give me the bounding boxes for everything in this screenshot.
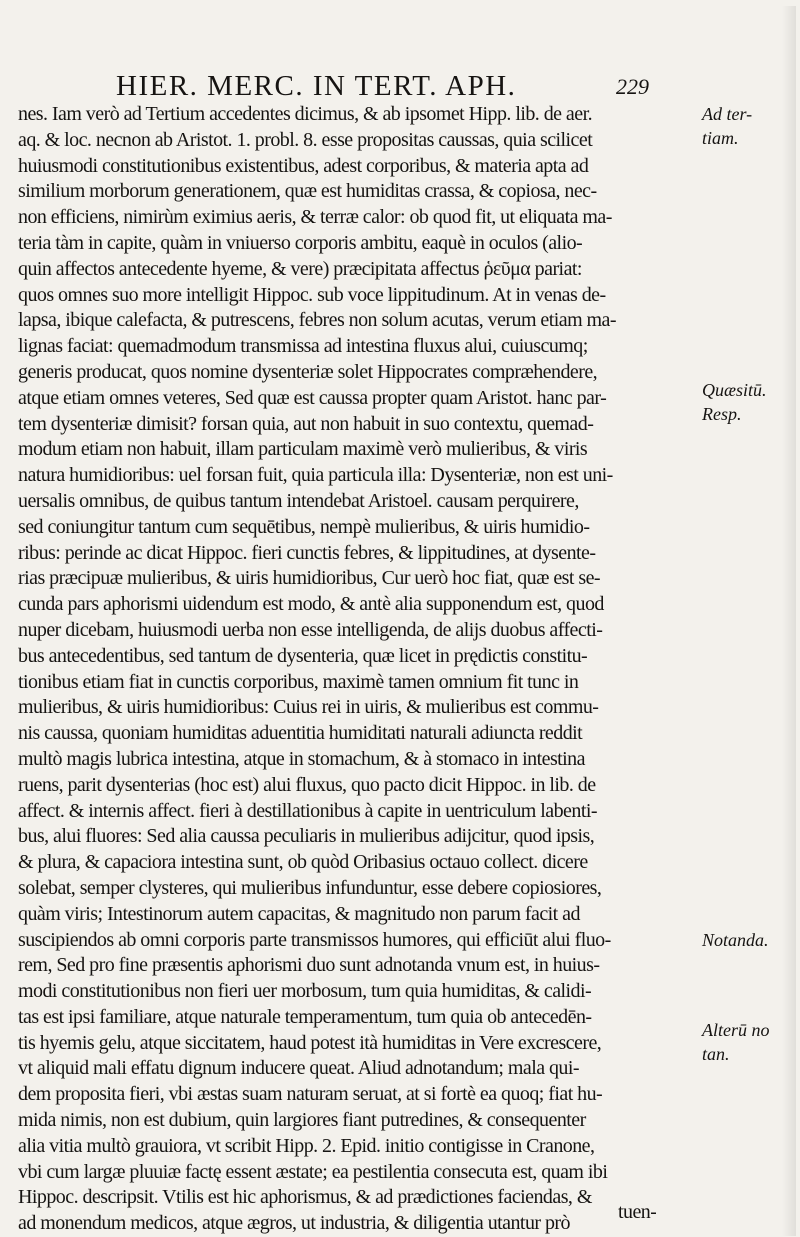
margin-note-ad-tertiam: Ad ter- tiam. [702, 104, 753, 148]
margin-note-quaesitum: Quæsitū. Resp. [702, 380, 767, 424]
text-line: tis hyemis gelu, atque siccitatem, haud potest ità humiditas in Vere excrescere, [18, 1031, 602, 1054]
text-line: solebat, semper clysteres, qui mulieribus infunduntur, esse debere copiosiores, [18, 876, 602, 899]
text-line: tionibus etiam fiat in cunctis corporibus, maximè tamen omnium fit tunc in [18, 670, 579, 693]
text-line: bus, alui fluores: Sed alia caussa peculiaris in mulieribus adijcitur, quod ipsis, [18, 825, 595, 848]
text-line: similium morborum generationem, quæ est humiditas crassa, & copiosa, nec- [18, 180, 597, 203]
text-line: lapsa, ibique calefacta, & putrescens, febres non solum acutas, verum etiam ma- [18, 309, 616, 332]
text-line: bus antecedentibus, sed tantum de dysenteria, quæ licet in prędictis constitu- [18, 644, 588, 667]
text-line: atque etiam omnes veteres, Sed quæ est caussa propter quam Aristot. hanc par- [18, 386, 607, 409]
text-line: nes. Iam verò ad Tertium accedentes dicimus, & ab ipsomet Hipp. lib. de aer. [18, 103, 593, 125]
text-line: teria tàm in capite, quàm in vniuerso corporis ambitu, eaquè in oculos (alio- [18, 231, 583, 254]
text-line: quàm viris; Intestinorum autem capacitas, & magnitudo non parum facit ad [18, 902, 580, 925]
page-edge-shadow [782, 6, 796, 1236]
text-line: modi constitutionibus non fieri uer morbosum, tum quia humiditas, & calidi- [18, 980, 592, 1003]
text-line: ribus: perinde ac dicat Hippoc. fieri cunctis febres, & lippitudines, at dysente- [18, 541, 596, 564]
text-line: vt aliquid mali effatu dignum inducere queat. Aliud adnotandum; mala qui- [18, 1057, 580, 1080]
text-line: huiusmodi constitutionibus existentibus, adest corporibus, & materia apta ad [18, 154, 589, 177]
text-line: aq. & loc. necnon ab Aristot. 1. probl. 8. esse propositas caussas, quia scilicet [18, 128, 593, 151]
text-line: dem proposita fieri, vbi æstas suam naturam seruat, at si fortè ea quoq; fiat hu- [18, 1083, 603, 1106]
text-line: uersalis omnibus, de quibus tantum intendebat Aristoel. causam perquirere, [18, 489, 579, 512]
text-line: modum etiam non habuit, illam particulam maximè verò mulieribus, & viris [18, 438, 588, 461]
text-line: tem dysenteriæ dimisit? forsan quia, aut non habuit in suo contextu, quemad- [18, 412, 594, 435]
text-line: tas est ipsi familiare, atque naturale temperamentum, tum quia ob antecedēn- [18, 1005, 592, 1028]
text-line: sed coniungitur tantum cum sequētibus, nempè mulieribus, & uiris humidio- [18, 515, 590, 538]
text-line: rem, Sed pro fine præsentis aphorismi duo sunt adnotanda vnum est, in huius- [18, 954, 600, 977]
text-line: Hippoc. descripsit. Vtilis est hic aphorismus, & ad prædictiones faciendas, & [18, 1186, 592, 1209]
running-head: HIER. MERC. IN TERT. APH. [116, 70, 517, 102]
text-line: rias præcipuæ mulieribus, & uiris humidioribus, Cur uerò hoc fiat, quæ est se- [18, 567, 601, 590]
text-line: natura humidioribus: uel forsan fuit, quia particula illa: Dysenteriæ, non est uni- [18, 464, 613, 487]
text-line: mulieribus, & uiris humidioribus: Cuius rei in uiris, & mulieribus est commu- [18, 696, 599, 719]
text-line: quin affectos antecedente hyeme, & vere) præcipitata affectus ῥεῦμα pariat: [18, 257, 582, 280]
catchword: tuen- [618, 1201, 657, 1223]
text-line: multò magis lubrica intestina, atque in stomachum, & à stomaco in intestina [18, 747, 585, 770]
text-line: alia vitia multò grauiora, vt scribit Hipp. 2. Epid. initio contigisse in Cranone, [18, 1134, 595, 1157]
text-line: non efficiens, nimirùm eximius aeris, & terræ calor: ob quod fit, ut eliquata ma- [18, 206, 612, 229]
text-line: vbi cum largæ pluuiæ factę essent æstate; ea pestilentia consecuta est, quam ibi [18, 1160, 608, 1183]
text-line: & plura, & capaciora intestina sunt, ob quòd Oribasius octauo collect. dicere [18, 851, 588, 874]
text-line: quos omnes suo more intelligit Hippoc. sub voce lippitudinum. At in venas de- [18, 283, 606, 306]
text-line: cunda pars aphorismi uidendum est modo, & antè alia supponendum est, quod [18, 593, 604, 616]
margin-note-notanda: Notanda. [702, 930, 769, 950]
text-line: affect. & internis affect. fieri à destillationibus à capite in uentriculum labenti- [18, 799, 597, 822]
page-number: 229 [616, 74, 649, 99]
text-line: nis caussa, quoniam humiditas aduentitia humiditati naturali adiuncta reddit [18, 722, 583, 745]
text-line: suscipiendos ab omni corporis parte transmissos humores, qui efficiūt alui fluo- [18, 928, 611, 951]
body-text [18, 102, 698, 1237]
text-line: mida nimis, non est dubium, quin largiores fiant putredines, & consequenter [18, 1109, 586, 1132]
text-line: ad monendum medicos, atque ægros, ut industria, & diligentia utantur prò [18, 1212, 570, 1235]
margin-note-alterum: Alterū no tan. [702, 1020, 770, 1064]
text-line: lignas faciat: quemadmodum transmissa ad intestina fluxus alui, cuiuscumq; [18, 335, 588, 358]
text-line: nuper dicebam, huiusmodi uerba non esse intelligenda, de alijs duobus affecti- [18, 618, 603, 641]
text-line: generis producat, quos nomine dysenteriæ solet Hippocrates compræhendere, [18, 360, 598, 383]
text-line: ruens, parit dysenterias (hoc est) alui fluxus, quo pacto dicit Hippoc. in lib. de [18, 773, 596, 796]
